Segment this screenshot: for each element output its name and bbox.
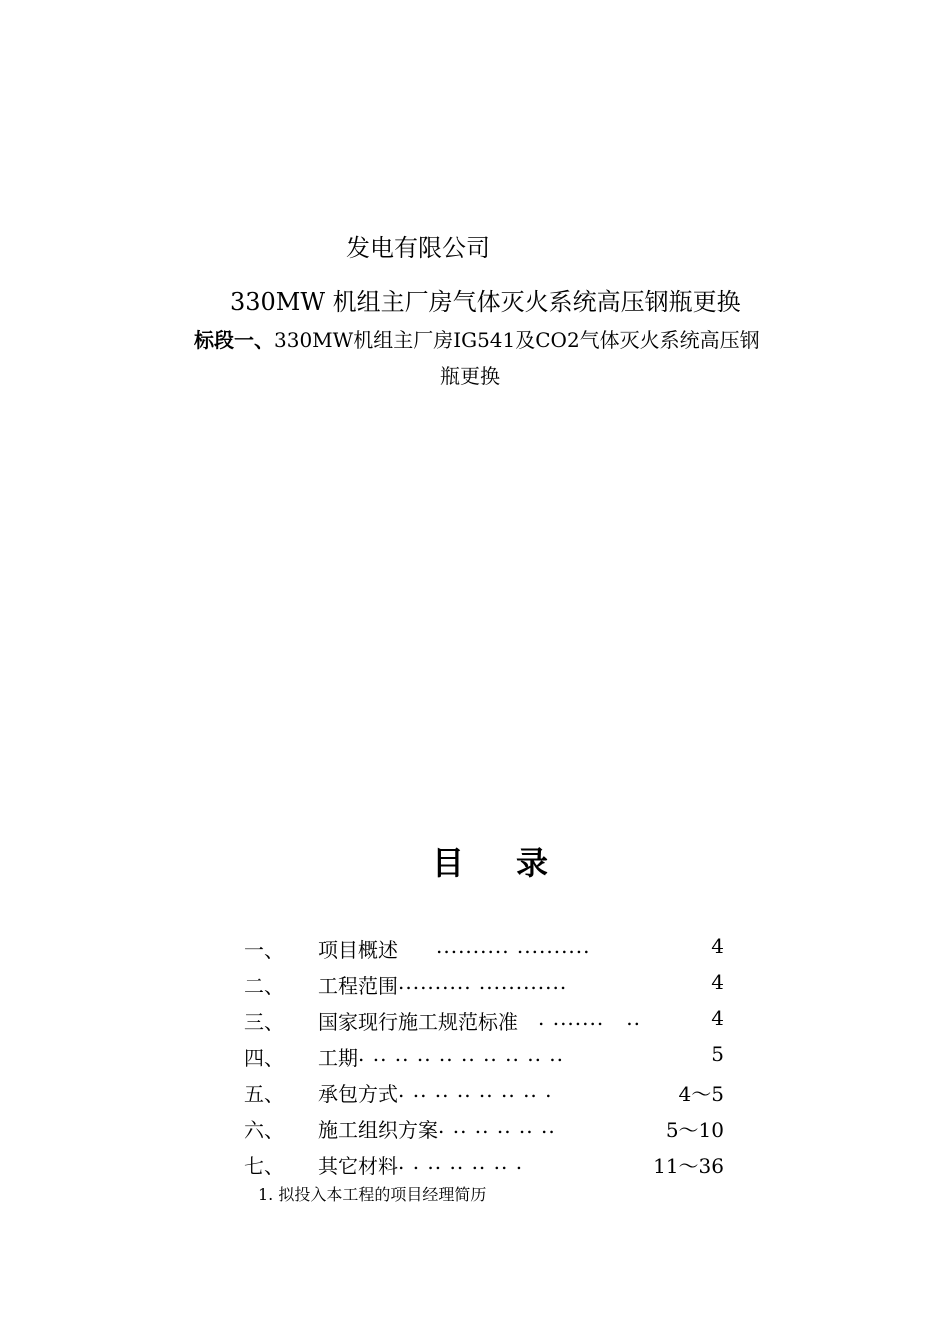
toc-entry-number: 三、 [244, 1010, 284, 1034]
toc-entry-leader: .......... .......... [436, 934, 591, 958]
section-heading [194, 324, 760, 353]
toc-entry[interactable] [244, 934, 724, 964]
toc-entry-label: 国家现行施工规范标准 [318, 1010, 518, 1034]
toc-sub-item[interactable]: 1. 拟投入本工程的项目经理简历 [258, 1185, 487, 1204]
toc-entry-label: 工期 [318, 1046, 358, 1070]
toc-entry-page: 5～10 [665, 1118, 724, 1142]
toc-entry-page: 11～36 [653, 1154, 724, 1178]
section-heading-continuation: 瓶更换 [440, 364, 500, 388]
toc-entry[interactable] [244, 1150, 724, 1180]
project-title: 330MW 机组主厂房气体灭火系统高压钢瓶更换 [230, 288, 741, 316]
toc-entry-number: 六、 [244, 1118, 284, 1142]
toc-entry-number: 一、 [244, 938, 284, 962]
toc-entry-label: 工程范围 [318, 974, 398, 998]
toc-entry[interactable] [244, 970, 724, 1000]
toc-entry[interactable] [244, 1006, 724, 1036]
toc-entry-label: 施工组织方案 [318, 1118, 438, 1142]
toc-entry-number: 二、 [244, 974, 284, 998]
toc-entry-label: 项目概述 [318, 938, 398, 962]
toc-entry-leader: . .. .. .. .. .. [438, 1114, 556, 1138]
toc-entry[interactable] [244, 1114, 724, 1144]
toc-title-left: 目 [431, 844, 464, 882]
section-text: 330MW机组主厂房IG541及CO2气体灭火系统高压钢 [274, 328, 760, 352]
toc-entry-number: 五、 [244, 1082, 284, 1106]
toc-entry[interactable] [244, 1042, 724, 1072]
toc-entry-page: 4 [711, 970, 724, 994]
toc-entry-number: 四、 [244, 1046, 284, 1070]
toc-entry-number: 七、 [244, 1154, 284, 1178]
toc-entry-label: 承包方式 [318, 1082, 398, 1106]
toc-entry-leader: . .. .. .. .. .. .. .. .. .. [358, 1042, 565, 1066]
toc-title-right: 录 [516, 844, 549, 882]
toc-entry-leader: . ....... .. [538, 1006, 642, 1030]
toc-title [0, 838, 950, 884]
toc-entry-page: 5 [711, 1042, 724, 1066]
toc-entry-leader: . .. .. .. .. .. .. . [398, 1078, 553, 1102]
toc-entry-leader: .......... ............ [398, 970, 568, 994]
company-name: 发电有限公司 [346, 234, 490, 262]
toc-entry-label: 其它材料 [318, 1154, 398, 1178]
toc-entry-page: 4 [711, 1006, 724, 1030]
toc-entry-page: 4～5 [678, 1082, 724, 1106]
toc-entry-leader: . . .. .. .. .. . [398, 1150, 524, 1174]
toc-entry[interactable] [244, 1078, 724, 1108]
toc-entry-page: 4 [711, 934, 724, 958]
section-prefix: 标段一、 [194, 328, 274, 352]
